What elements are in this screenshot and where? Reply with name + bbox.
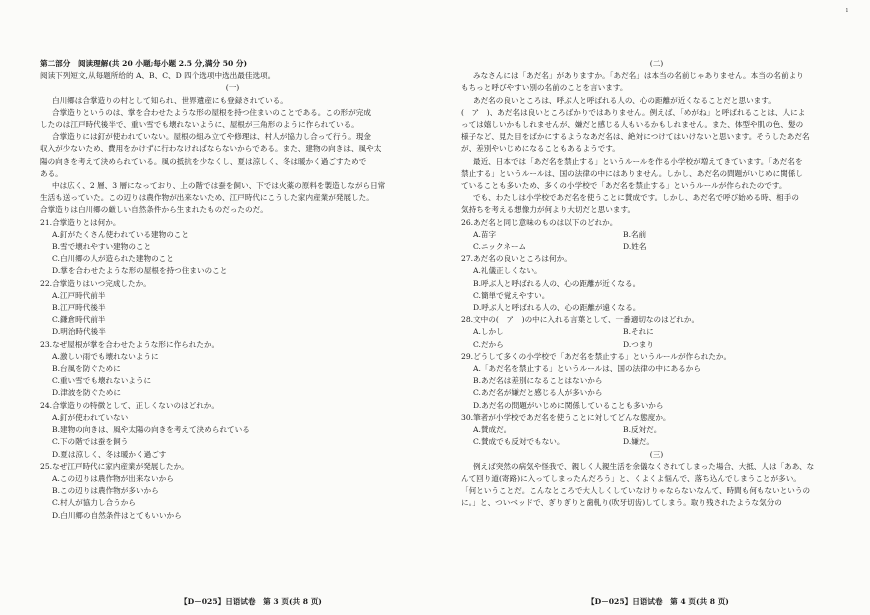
answer-option: C.だから (473, 339, 504, 349)
text-line: に。」と、ついベッドで、ぎりぎりと歯軋り(吹牙切齿)してしまう。取り残されたような気分の (461, 498, 782, 508)
page-4 (437, 0, 870, 615)
answer-option: B.それに (623, 327, 654, 337)
text-line: (三) (649, 449, 664, 459)
text-line: ( ア )、あだ名は良いところばかりではありません。例えば、「めがね」と呼ばれることは、人によ (461, 107, 806, 117)
text-line: したのは江戸時代後半で、重い雪でも壊れないように、屋根が三角形のように作られている。 (40, 120, 359, 130)
answer-option: A.「あだ名を禁止する」というルールは、国の法律の中にあるから (473, 364, 701, 374)
answer-option: B.あだ名は差別になることはないから (473, 376, 603, 386)
text-line: 26.あだ名と同じ意味のものは以下のどれか。 (461, 217, 618, 227)
answer-option: B.呼ぶ人と呼ばれる人の、心の距離が近くなる。 (473, 278, 641, 288)
answer-option: B.建物の向きは、風や太陽の向きを考えて決められている (52, 425, 250, 435)
answer-option: D.津波を防ぐために (52, 388, 121, 398)
answer-option: D.つまり (623, 339, 655, 349)
text-line: (一) (225, 83, 240, 93)
text-line: 中は広く、2 層、3 層になっており、上の階では蚕を飼い、下では火薬の原料を製造しながら日常 (52, 181, 386, 191)
answer-option: D.明治時代後半 (52, 327, 106, 337)
answer-option: C.ニックネーム (473, 242, 527, 252)
answer-options-row (461, 229, 852, 241)
text-line: ていることも多いため、多くの小学校で「あだ名を禁止する」というルールが作られたのです。 (461, 181, 787, 191)
answer-option: A.この辺りは農作物が出来ないから (52, 473, 174, 483)
corner-mark: ı (845, 6, 848, 14)
text-line: 第二部分 阅读理解(共 20 小题;每小题 2.5 分,满分 50 分) (40, 59, 248, 68)
answer-option: C.下の階では蚕を飼う (52, 437, 129, 447)
answer-option: D.呼ぶ人と呼ばれる人の、心の距離が遠くなる。 (473, 303, 641, 313)
text-line: 陽の向きを考えて決められている。風の抵抗を少なくし、夏は涼しく、冬は暖かく過ごすためで (40, 156, 367, 166)
text-line: 22.合掌造りはいつ完成したか。 (40, 278, 151, 288)
answer-options-row (461, 424, 852, 436)
answer-option: A.礼儀正しくない。 (473, 266, 542, 276)
answer-options-row (461, 241, 852, 253)
text-line: もちっと呼びやすい別の名前のことを言います。 (461, 83, 628, 93)
answer-option: D.あだ名の問題がいじめに関係していることも多いから (473, 400, 664, 410)
text-line: 阅读下列短文,从每题所给的 A、B、C、D 四个选项中选出最佳选项。 (40, 71, 276, 81)
answer-options-row (461, 326, 852, 338)
answer-option: D.白川郷の自然条件はとてもいいから (52, 510, 182, 520)
answer-option: A.苗字 (473, 229, 497, 239)
text-line: 合掌造りには釘が使われていない。屋根の組み立てや修理は、村人が協力し合って行う。現金 (52, 132, 371, 142)
answer-option: A.釘がたくさん使われている建物のこと (52, 229, 189, 239)
text-line: 30.筆者が小学校であだ名を使うことに対してどんな態度か。 (461, 412, 671, 422)
text-line: (二) (649, 59, 664, 68)
text-line: 気持ちを考える想像力が何より大切だと思います。 (461, 205, 636, 215)
answer-option: A.江戸時代前半 (52, 290, 106, 300)
answer-option: C.村人が協力し合うから (52, 498, 136, 508)
page-footer: 【D－025】日语试卷 第 3 页(共 8 页) (180, 597, 322, 606)
text-line: 27.あだ名の良いところは何か。 (461, 254, 572, 264)
answer-option: C.あだ名が嫌だと感じる人が多いから (473, 388, 603, 398)
text-line: 「何ということだ。こんなところで大人しくしていなけりゃならないなんて、時間も何もないというの (461, 486, 811, 496)
answer-option: C.鎌倉時代前半 (52, 315, 106, 325)
answer-option: A.釘が使われていない (52, 412, 129, 422)
answer-option: A.賛成だ。 (473, 425, 512, 435)
text-line: あだ名の良いところは、呼ぶ人と呼ばれる人の、心の距離が近くなることだと思います。 (473, 95, 776, 105)
answer-option: B.江戸時代後半 (52, 303, 106, 313)
text-line: 禁止する」というルールは、国の法律の中にはありません。しかし、あだ名の問題がいじめに関係し (461, 168, 804, 178)
answer-option: C.賛成でも反対でもない。 (473, 437, 565, 447)
answer-option: B.この辺りは農作物が多いから (52, 486, 159, 496)
text-line: みなさんには「あだ名」がありますか。「あだ名」は本当の名前じゃありません。本当の名前より (473, 71, 804, 81)
answer-option: B.反対だ。 (623, 425, 662, 435)
text-line: ある。 (40, 168, 63, 178)
answer-option: B.雪で壊れやすい建物のこと (52, 242, 152, 252)
text-line: 21.合掌造りとは何か。 (40, 217, 121, 227)
answer-option: D.嫌だ。 (623, 437, 655, 447)
text-line: 23.なぜ屋根が掌を合わせたような形に作られたか。 (40, 339, 220, 349)
text-line: 28.文中の( ア )の中に入れる言葉として、一番適切なのはどれか。 (461, 315, 700, 325)
text-line: 合掌造りというのは、掌を合わせたような形の屋根を持つ住まいのことである。この形が完成 (52, 107, 371, 117)
text-line: んて回り道(寄路)に入ってしまったんだろう」と、くよくよ悩んで、落ち込んでしまうことが多い。 (461, 473, 801, 483)
text-line: が、差別やいじめになることもあるようです。 (461, 144, 620, 154)
text-line: 生活も送っていた。この辺りは農作物が出来ないため、江戸時代にこうした家内産業が発展した。 (40, 193, 374, 203)
answer-option: A.激しい雨でも壊れないように (52, 351, 159, 361)
text-line: 白川郷は合掌造りの村として知られ、世界遺産にも登録されている。 (52, 95, 288, 105)
text-line: 収入が少ないため、費用をかけずに行わなければならないからである。また、建物の向きは、風や太 (40, 144, 382, 154)
answer-option: D.姓名 (623, 242, 647, 252)
text-line: でも、わたしは小学校であだ名を使うことに賛成です。しかし、あだ名で呼び始める時、相手の (473, 193, 799, 203)
text-line: 24.合掌造りの特徴として、正しくないのはどれか。 (40, 400, 219, 410)
text-line: 25.なぜ江戸時代に家内産業が発展したか。 (40, 461, 189, 471)
text-line: 例えば突然の病気や怪我で、親しく人親生活を余儀なくされてしまった場合、大抵、人は「ああ、な (473, 461, 815, 471)
answer-options-row (461, 339, 852, 351)
answer-option: C.白川郷の人が造られた建物のこと (52, 254, 174, 264)
text-line: 最近、日本では「あだ名を禁止する」というルールを作る小学校が増えてきています。「あだ名を (473, 156, 803, 166)
answer-options-row (461, 436, 852, 448)
answer-option: C.簡単で覚えやすい。 (473, 290, 550, 300)
answer-option: C.重い雪でも壊れないように (52, 376, 152, 386)
text-line: 29.どうして多くの小学校で「あだ名を禁止する」というルールが作られたか。 (461, 351, 732, 361)
text-line: 様子など、見た目をばかにするようなあだ名は、絶対につけてはいけないと思います。そうしたあだ名 (461, 132, 810, 142)
answer-option: D.夏は涼しく、冬は暖かく過ごす (52, 449, 167, 459)
page-footer: 【D－025】日语试卷 第 4 页(共 8 页) (587, 597, 729, 606)
answer-option: B.台風を防ぐために (52, 364, 121, 374)
answer-option: A.しかし (473, 327, 504, 337)
answer-option: D.掌を合わせたような形の屋根を持つ住まいのこと (52, 266, 228, 276)
text-line: っては嬉しいかもしれませんが、嫌だと感じる人もいるかもしれません。また、体型や肌の色、髪の (461, 120, 804, 130)
answer-option: B.名前 (623, 229, 647, 239)
text-line: 合掌造りは白川郷の厳しい自然条件から生まれたものだったのだ。 (40, 205, 268, 215)
